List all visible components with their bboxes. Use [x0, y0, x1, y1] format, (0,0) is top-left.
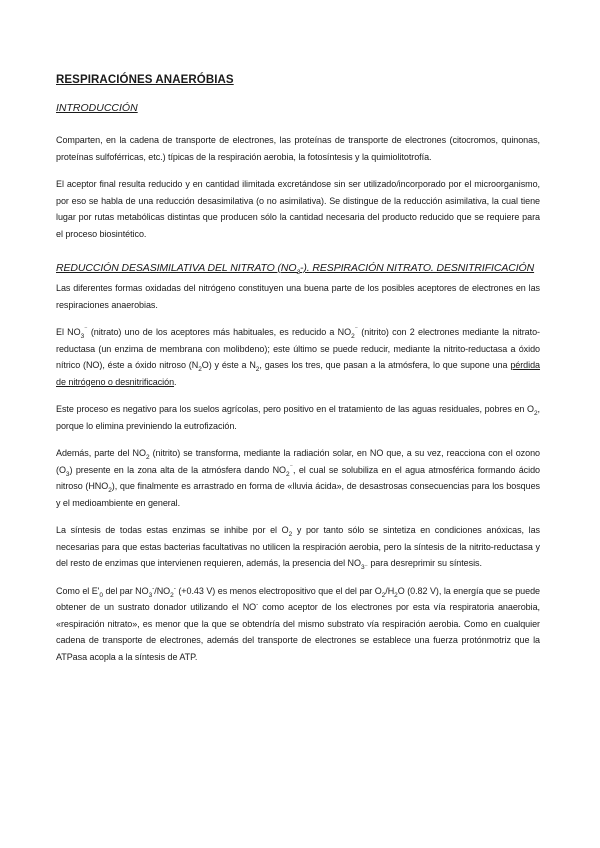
nitrato-paragraph-3: Este proceso es negativo para los suelos agrícolas, pero positivo en el tratamiento de las aguas residuales, pobres en $O_2$, porque lo elimina previniendo la eutrofización. [56, 404, 540, 431]
document-title: RESPIRACIÓNES ANAERÓBIAS [56, 74, 234, 86]
nitrato-paragraph-1: Las diferentes formas oxidadas del nitrógeno constituyen una buena parte de los posibles aceptores de electrones en las respiraciones anaerobias. [56, 283, 540, 310]
section-heading-nitrato: REDUCCIÓN DESASIMILATIVA DEL NITRATO $(NO_3-)$. RESPIRACIÓN NITRATO. DESNITRIFICACIÓN [56, 262, 535, 277]
nitrato-paragraph-5: La síntesis de todas estas enzimas se inhibe por el $O_2$ y por tanto sólo se sintetiza en condiciones anóxicas, las necesarias para que estas bacterias facultativas no utilicen la respiración aerobia, pero la síntesis de la nitrito-reductasa y del resto de enzimas que intervienen requieren, además, la presencia del $NO_{3^-}$ para desreprimir su síntesis. [56, 525, 541, 571]
document-body [56, 74, 540, 676]
intro-paragraph-2: El aceptor final resulta reducido y en cantidad ilimitada excretándose sin ser utilizado/incorporado por el microorganismo, por eso se habla de una reducción desasimilativa (o no asimilativa). Se distingue de la reducción asimilativa, la cual tiene lugar por rutas metabólicas distintas que producen sólo la cantidad necesaria del producto reducido que se requiere para el proceso biosintético. [56, 179, 540, 239]
nitrato-paragraph-4: Además, parte del $NO_2$ (nitrito) se transforma, mediante la radiación solar, en NO que, a su vez, reacciona con el ozono $(O_3)$ presente en la zona alta de la atmósfera dando $NO_2^{^-}$, el cual se solubiliza en el agua atmosférica formando ácido nitroso $(HNO_2)$, que finalmente es arrastrado en forma de «lluvia ácida», de desastrosas consecuencias para los bosques y el medioambiente en general. [56, 448, 540, 508]
underlined-phrase: pérdida de nitrógeno o desnitrificación [56, 360, 541, 387]
nitrato-paragraph-6: Como el $E'_0$ del par $NO_3^-/NO_2^-$ (+0.43 V) es menos electropositivo que el del par $O_2/H_2O$ (0.82 V), la energía que se puede obtener de un sustrato donador utilizando el NO- como aceptor de los electrones por esta vía respiratoria anaerobia, «respiración nitrato», es menor que la que se obtendría del mismo substrato vía respiración aerobia. Como en cualquier cadena de transporte de electrones, además del transporte de electrones se establece una fuerza protónmotriz que la ATPasa acopla a la síntesis de ATP. [56, 584, 540, 662]
section-heading-introduccion: INTRODUCCIÓN [56, 102, 138, 114]
nitrato-paragraph-2: El $NO_3^{^-}$ (nitrato) uno de los aceptores más habituales, es reducido a $NO_2^{^-}$ (nitrito) con 2 electrones mediante la nitrato-reductasa (un enzima de membrana con molibdeno); este último se puede reducir, mediante la nitrito-reductasa a óxido nítrico (NO), éste a óxido nitroso $(N_2O)$ y éste a $N_2$, gases los tres, que pasan a la atmósfera, lo que supone una pérdida de nitrógeno o desnitrificación. [56, 326, 541, 387]
intro-paragraph-1: Comparten, en la cadena de transporte de electrones, las proteínas de transporte de electrones (citocromos, quinonas, proteínas sulfoférricas, etc.) típicas de la respiración aerobia, la fotosíntesis y la quimiolitotrofía. [56, 135, 540, 162]
